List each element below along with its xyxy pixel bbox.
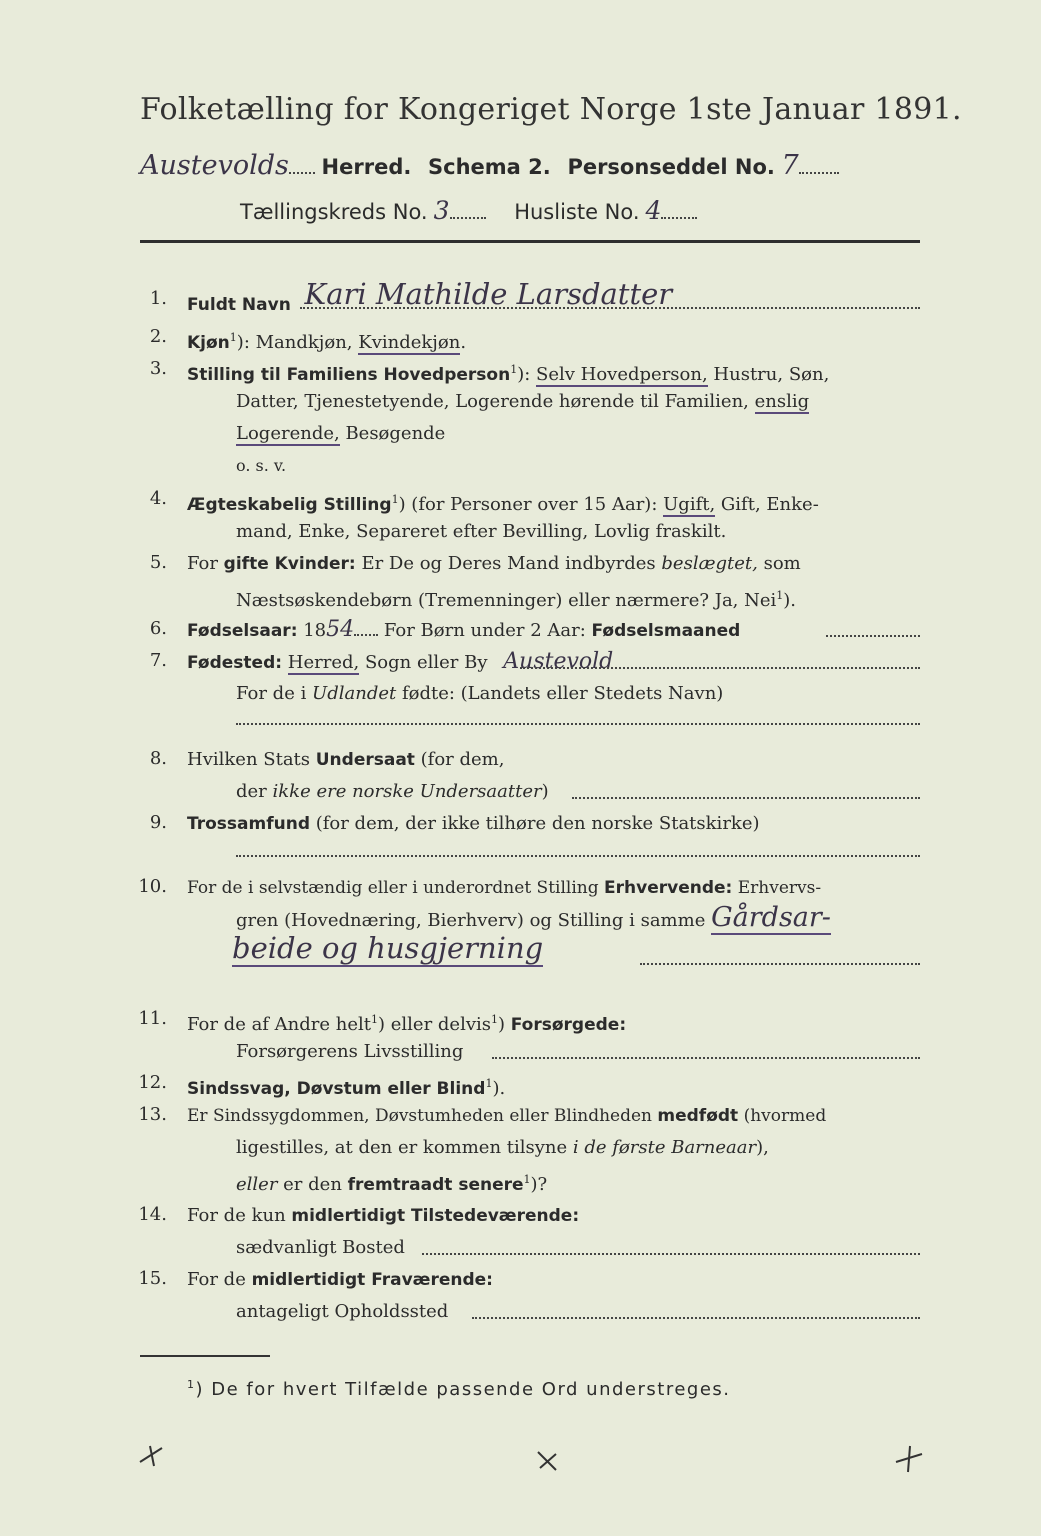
personseddel-value: 7 <box>781 150 799 181</box>
underlined-choice: Ugift, <box>663 494 716 515</box>
underlined-choice: Logerende, <box>236 423 340 444</box>
dotted-leader <box>572 796 920 799</box>
item-medfodt-line3 <box>236 1168 547 1197</box>
item-label: Erhvervende: <box>604 878 733 898</box>
footnote <box>187 1378 731 1400</box>
form-title: Folketælling for Kongeriget Norge 1ste Januar 1891. <box>140 92 962 127</box>
item-text: som <box>757 553 801 574</box>
item-fravaerende <box>187 1268 493 1292</box>
item-text: Næstsøskendebørn (Tremenninger) eller nærmere? Ja, Nei <box>236 590 777 611</box>
item-text: Gift, Enke- <box>715 494 819 515</box>
schema-label: Schema 2. <box>428 155 551 179</box>
item-text: ) (for Personer over 15 Aar): <box>398 494 664 515</box>
item-text-italic: beslægtet, <box>661 553 758 574</box>
item-label: Fuldt Navn <box>187 295 291 315</box>
item-number: 7. <box>149 650 167 671</box>
underlined-choice: Selv Hovedperson, <box>536 364 708 385</box>
dotted-leader <box>300 306 920 309</box>
husliste-label: Husliste No. <box>514 200 640 224</box>
item-text: ligestilles, at den er kommen tilsyne <box>236 1137 573 1158</box>
item-text: Sogn eller By <box>359 652 488 673</box>
item-text: (for dem, der ikke tilhøre den norske Statskirke) <box>309 813 760 834</box>
item-number: 1. <box>149 288 167 309</box>
item-medfodt <box>187 1104 826 1128</box>
item-label: Fødselsaar: <box>187 621 298 641</box>
item-label: Ægteskabelig Stilling <box>187 495 392 515</box>
item-text: ): <box>517 364 537 385</box>
dotted-leader <box>799 171 839 174</box>
registration-mark-icon <box>894 1444 924 1474</box>
item-text: ) <box>498 1014 511 1035</box>
item-number: 6. <box>149 618 167 639</box>
item-text: er den <box>277 1174 348 1195</box>
kreds-row <box>240 196 697 225</box>
item-label: gifte Kvinder: <box>223 554 356 574</box>
dotted-leader <box>826 634 920 637</box>
item-erhverv-line2 <box>236 902 831 933</box>
birthplace-value: Austevold <box>503 649 614 674</box>
item-text: fødte: (Landets eller Stedets Navn) <box>396 683 724 704</box>
item-text-italic: Udlandet <box>312 683 397 704</box>
dotted-leader <box>289 171 315 174</box>
item-text-italic: i de første Barneaar <box>572 1137 757 1158</box>
item-text: o. s. v. <box>236 456 287 475</box>
registration-mark-icon <box>136 1440 166 1470</box>
kreds-label: Tællingskreds No. <box>240 200 428 224</box>
item-text: Erhvervs- <box>732 878 822 898</box>
item-fuldt-navn <box>187 277 673 317</box>
item-erhverv <box>187 876 821 900</box>
item-stilling-line2 <box>236 390 809 414</box>
item-text: (hvormed <box>738 1106 827 1126</box>
item-medfodt-line2 <box>236 1136 769 1160</box>
item-label: Forsørgede: <box>510 1015 627 1035</box>
item-label: medfødt <box>657 1106 739 1126</box>
item-text: ): Mandkjøn, <box>236 332 359 353</box>
dotted-leader <box>472 1316 920 1319</box>
herred-label: Herred. <box>321 155 412 179</box>
item-text: Hustru, Søn, <box>707 364 830 385</box>
item-trossamfund <box>187 812 760 836</box>
underlined-choice: enslig <box>754 391 810 412</box>
item-text-italic: eller <box>236 1174 278 1195</box>
item-number: 8. <box>149 748 167 769</box>
item-text: ), <box>756 1137 769 1158</box>
item-aegteskab <box>187 488 819 517</box>
item-number: 2. <box>149 326 167 347</box>
item-forsorgede <box>187 1008 626 1037</box>
footnote-ref: 1 <box>776 589 784 602</box>
item-text: ) <box>541 781 549 802</box>
item-number: 9. <box>149 812 167 833</box>
item-tilstedevaerende <box>187 1204 579 1228</box>
item-text: sædvanligt Bosted <box>236 1237 405 1258</box>
item-text: gren (Hovednæring, Bierhverv) og Stilling i samme <box>236 910 706 931</box>
underlined-choice: Herred, <box>287 652 360 673</box>
item-stilling <box>187 358 829 387</box>
item-text: Forsørgerens Livsstilling <box>236 1041 464 1062</box>
item-text: Er Sindssygdommen, Døvstumheden eller Blindheden <box>187 1106 658 1126</box>
item-text: For de <box>187 1269 252 1290</box>
item-label: midlertidigt Fraværende: <box>251 1270 493 1290</box>
personseddel-label: Personseddel No. <box>567 155 775 179</box>
item-number: 14. <box>138 1204 167 1225</box>
item-undersaat <box>187 748 504 772</box>
item-text: For de kun <box>187 1205 292 1226</box>
item-erhverv-line3 <box>232 931 544 965</box>
dotted-leader <box>661 216 697 219</box>
footnote-ref: 1 <box>371 1013 379 1026</box>
item-text: Hvilken Stats <box>187 749 316 770</box>
item-text: ). <box>492 1078 506 1099</box>
item-gifte-kvinder <box>187 552 801 576</box>
item-number: 4. <box>149 488 167 509</box>
item-number: 13. <box>138 1104 167 1125</box>
item-fodested-line2 <box>236 682 723 706</box>
footnote-rule <box>140 1355 270 1357</box>
footnote-ref: 1 <box>485 1077 493 1090</box>
header-rule <box>140 240 920 243</box>
item-text: For <box>187 553 224 574</box>
footnote-ref: 1 <box>510 363 518 376</box>
item-text: For Børn under 2 Aar: <box>378 620 592 641</box>
husliste-value: 4 <box>645 196 662 225</box>
item-text: Er De og Deres Mand indbyrdes <box>355 553 662 574</box>
item-text: ) eller delvis <box>378 1014 491 1035</box>
occupation-value-continued: beide og husgjerning <box>232 931 544 965</box>
item-text: 18 <box>297 620 327 641</box>
birth-year-value: 54 <box>326 617 355 642</box>
footnote-ref: 1 <box>523 1173 531 1186</box>
dotted-leader <box>450 216 486 219</box>
footnote-ref: 1 <box>187 1378 196 1391</box>
herred-value: Austevolds <box>140 150 289 181</box>
footnote-ref: 1 <box>229 331 237 344</box>
item-text: For de af Andre helt <box>187 1014 372 1035</box>
item-undersaat-line2 <box>236 780 549 804</box>
item-text-italic: ikke ere norske Undersaatter <box>272 781 542 802</box>
item-text: (for dem, <box>414 749 505 770</box>
item-text: der <box>236 781 273 802</box>
item-label: Trossamfund <box>187 814 310 834</box>
dotted-leader <box>422 1252 920 1255</box>
item-label: Sindssvag, Døvstum eller Blind <box>187 1079 486 1099</box>
registration-mark-icon <box>534 1448 560 1474</box>
item-fodselsaar <box>187 618 740 643</box>
footnote-text: ) De for hvert Tilfælde passende Ord understreges. <box>195 1379 731 1400</box>
item-kjon <box>187 326 466 355</box>
item-text: mand, Enke, Separeret efter Bevilling, Lovlig fraskilt. <box>236 521 727 542</box>
item-number: 3. <box>149 358 167 379</box>
item-gifte-kvinder-line2 <box>236 584 796 613</box>
item-text: Datter, Tjenestetyende, Logerende hørende til Familien, <box>236 391 749 412</box>
item-label: fremtraadt senere <box>347 1175 524 1195</box>
item-text: )? <box>530 1174 548 1195</box>
item-text: Besøgende <box>339 423 446 444</box>
item-label: Kjøn <box>187 333 230 353</box>
item-text: . <box>460 332 467 353</box>
footnote-ref: 1 <box>391 493 399 506</box>
dotted-leader <box>236 854 920 857</box>
dotted-leader <box>492 1056 920 1059</box>
dotted-leader <box>640 962 920 965</box>
dotted-leader <box>354 633 378 636</box>
herred-row <box>140 150 839 181</box>
underlined-choice: Kvindekjøn <box>358 332 461 353</box>
item-label: Stilling til Familiens Hovedperson <box>187 365 511 385</box>
item-sindssvag <box>187 1072 505 1101</box>
dotted-leader <box>520 666 920 669</box>
footnote-ref: 1 <box>491 1013 498 1026</box>
dotted-leader <box>236 722 920 725</box>
item-label: midlertidigt Tilstedeværende: <box>291 1206 580 1226</box>
item-fodested <box>187 650 613 675</box>
item-label: Fødested: <box>187 653 283 673</box>
item-label: Fødselsmaaned <box>591 621 741 641</box>
item-number: 12. <box>138 1072 167 1093</box>
item-number: 5. <box>149 552 167 573</box>
item-text: For de i selvstændig eller i underordnet Stilling <box>187 878 605 898</box>
item-number: 11. <box>138 1008 167 1029</box>
name-value: Kari Mathilde Larsdatter <box>304 277 673 311</box>
item-stilling-line3 <box>236 422 445 446</box>
kreds-value: 3 <box>433 196 450 225</box>
item-text: For de i <box>236 683 313 704</box>
item-text: ). <box>783 590 797 611</box>
item-number: 15. <box>138 1268 167 1289</box>
item-text: antageligt Opholdssted <box>236 1301 449 1322</box>
occupation-value: Gårdsar- <box>711 902 831 933</box>
item-number: 10. <box>138 876 167 897</box>
item-label: Undersaat <box>315 750 415 770</box>
